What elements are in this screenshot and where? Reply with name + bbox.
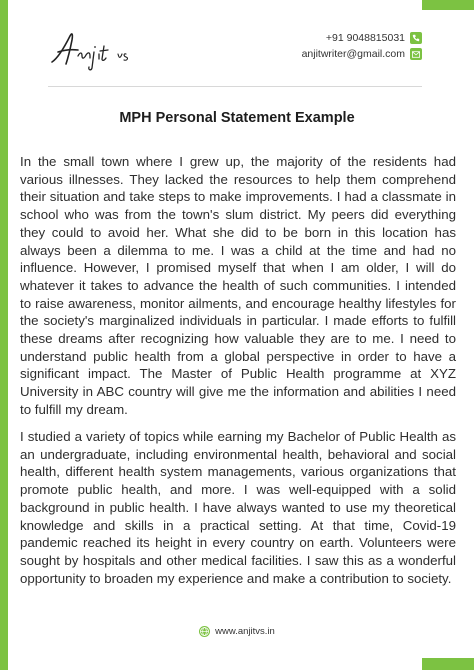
paragraph-text: I studied a variety of topics while earning my Bachelor of Public Health as an undergraduate, including environmental health, behavioral and social health, different health system managements, various organizations that promote public health, and more. I was well-equipped with a solid background in public health. I have always wanted to use my theoretical knowledge and skills in a practical setting. At that time, Covid-19 pandemic reached its height in every country on earth. Volunteers were sought by hospitals and other medical facilities. I saw this as a wonderful opportunity to broaden my experience and make a contribution to society. — [20, 429, 456, 586]
signature-logo — [48, 28, 168, 72]
phone-number: +91 9048815031 — [325, 32, 405, 44]
paragraph-text: In the small town where I grew up, the majority of the residents had various illnesses. They lacked the resources to help them comprehend their situation and take steps to make improvements. I had a classmate in school who was from the town's slum district. My peers did everything they could to avoid her. What she did to be born in this location has always been a dilemma to me. I was a child at the time and had no influence. However, I promised myself that when I am older, I will do whatever it takes to advance the health of such communities. I intended to raise awareness, monitor ailments, and encourage healthy lifestyles for the society's marginalized individuals in particular. I made efforts to fulfill these dreams after recognizing how valuable they are to me. I need to understand public health from a global perspective in order to have a significant impact. The Master of Public Health programme at XYZ University in ABC country will give me the information and abilities I need to fulfill my dream. — [20, 154, 456, 417]
footer — [0, 626, 474, 637]
email-address: anjitwriter@gmail.com — [301, 48, 405, 60]
contact-block — [302, 30, 422, 62]
globe-icon — [199, 626, 210, 637]
phone-row — [302, 30, 422, 46]
left-accent-bar — [0, 0, 8, 670]
mail-icon — [410, 48, 422, 60]
top-corner-accent — [422, 0, 474, 10]
body-paragraph-1 — [20, 153, 456, 419]
document-title: MPH Personal Statement Example — [119, 110, 355, 126]
body-paragraph-2 — [20, 428, 456, 587]
header-divider — [48, 86, 422, 87]
website-link[interactable]: www.anjitvs.in — [215, 626, 275, 637]
email-row — [302, 46, 422, 62]
bottom-corner-accent — [422, 658, 474, 670]
phone-icon — [410, 32, 422, 44]
